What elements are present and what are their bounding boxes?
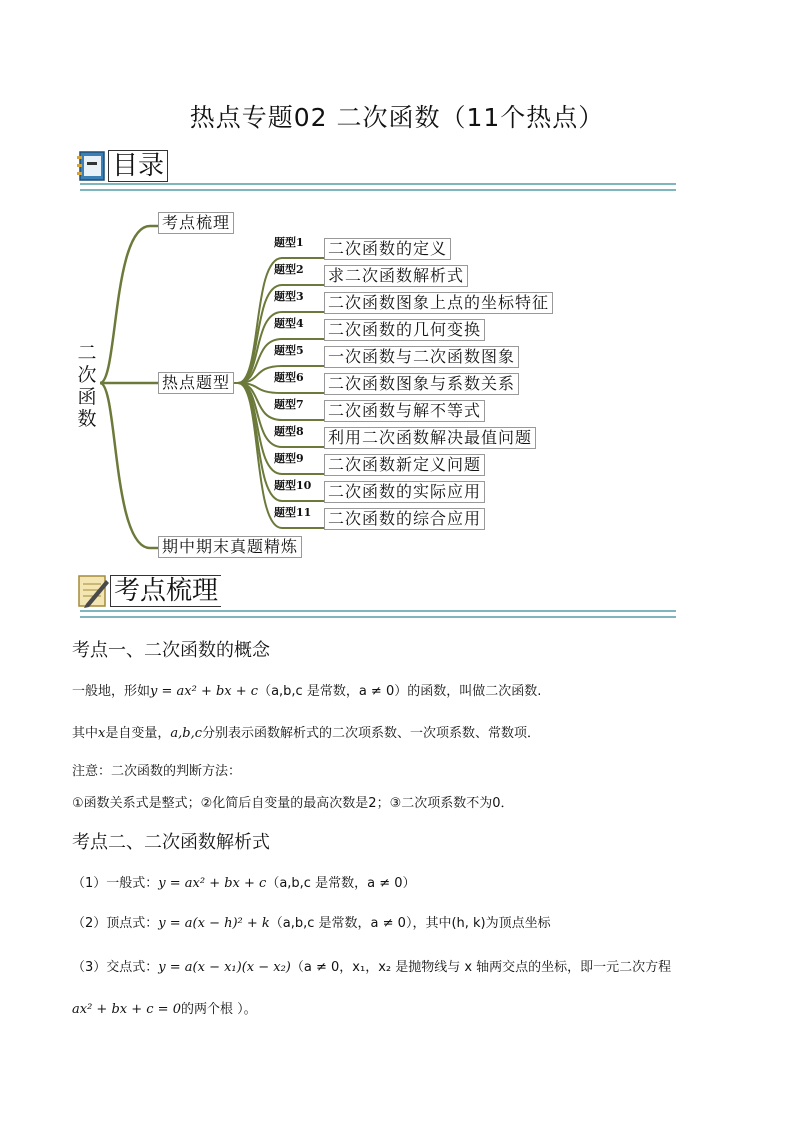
type-label: 题型6	[274, 371, 304, 384]
type-node: 求二次函数解析式	[324, 265, 468, 287]
type-node: 二次函数的几何变换	[324, 319, 485, 341]
type-label: 题型2	[274, 263, 304, 276]
type-node: 二次函数新定义问题	[324, 454, 485, 476]
type-label: 题型1	[274, 236, 304, 249]
kp2-intercept-form-cont: ax² + bx + c = 0的两个根 ）。	[72, 1002, 257, 1017]
type-label: 题型3	[274, 290, 304, 303]
type-label: 题型5	[274, 344, 304, 357]
kp2-heading: 考点二、二次函数解析式	[72, 832, 270, 853]
branch-redian: 热点题型	[158, 372, 234, 394]
section2-divider	[80, 610, 676, 618]
section2-heading: 考点梳理	[110, 575, 221, 607]
kp1-note: 注意：二次函数的判断方法：	[72, 764, 242, 779]
type-label: 题型7	[274, 398, 304, 411]
type-node: 二次函数图象上点的坐标特征	[324, 292, 553, 314]
type-node: 二次函数的实际应用	[324, 481, 485, 503]
kp2-general-form: （1）一般式：y = ax² + bx + c（a,b,c 是常数，a ≠ 0）	[72, 876, 416, 891]
notepad-pencil-icon	[76, 572, 110, 610]
type-label: 题型11	[274, 506, 312, 519]
kp2-vertex-form: （2）顶点式：y = a(x − h)² + k（a,b,c 是常数，a ≠ 0），其中(h, k)为顶点坐标	[72, 916, 551, 931]
branch-kaodian: 考点梳理	[158, 212, 234, 234]
kp1-heading: 考点一、二次函数的概念	[72, 640, 270, 661]
document-title: 热点专题02 二次函数（11个热点）	[189, 103, 605, 132]
branch-zhenti: 期中期末真题精炼	[158, 536, 302, 558]
type-node: 二次函数与解不等式	[324, 400, 485, 422]
mindmap-root: 二次函数	[77, 342, 97, 430]
toc-heading: 目录	[108, 150, 168, 182]
type-node: 一次函数与二次函数图象	[324, 346, 519, 368]
kp1-definition: 一般地，形如y = ax² + bx + c（a,b,c 是常数，a ≠ 0）的函数，叫做二次函数.	[72, 684, 542, 699]
type-node: 利用二次函数解决最值问题	[324, 427, 536, 449]
type-node: 二次函数的综合应用	[324, 508, 485, 530]
type-node: 二次函数图象与系数关系	[324, 373, 519, 395]
kp1-explanation: 其中x是自变量，a,b,c分别表示函数解析式的二次项系数、一次项系数、常数项．	[72, 726, 541, 741]
type-label: 题型4	[274, 317, 304, 330]
type-label: 题型10	[274, 479, 312, 492]
kp2-intercept-form: （3）交点式：y = a(x − x₁)(x − x₂)（a ≠ 0，x₁，x₂ 是抛物线与 x 轴两交点的坐标，即一元二次方程	[72, 960, 672, 975]
kp1-rules: ①函数关系式是整式；②化简后自变量的最高次数是2；③二次项系数不为0．	[72, 796, 514, 811]
section2-header	[76, 572, 221, 610]
type-label: 题型8	[274, 425, 304, 438]
type-label: 题型9	[274, 452, 304, 465]
type-node: 二次函数的定义	[324, 238, 451, 260]
